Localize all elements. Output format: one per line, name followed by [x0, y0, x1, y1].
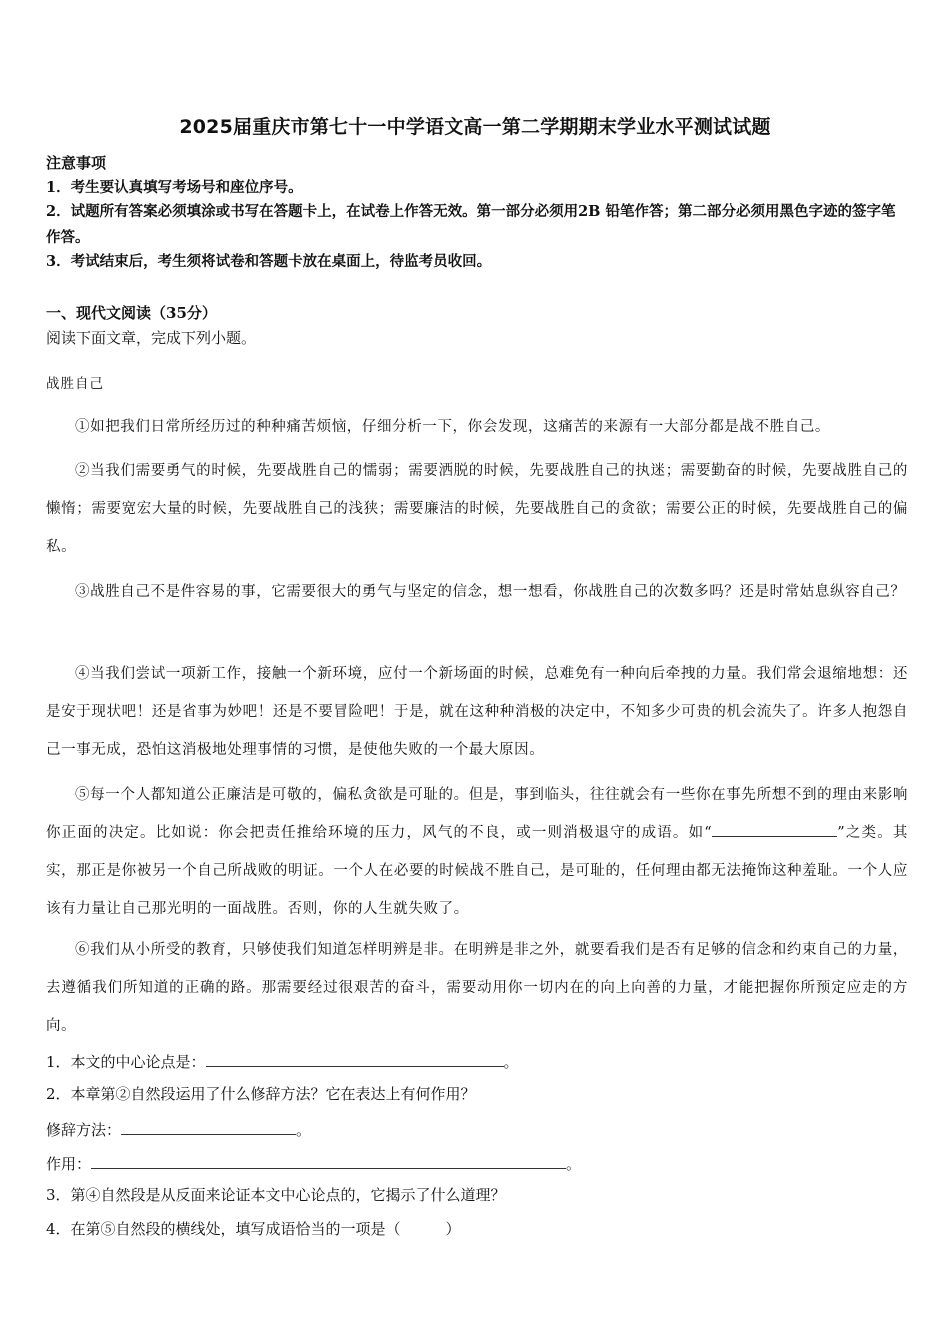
- notice-heading: 注意事项: [46, 154, 107, 172]
- question-end: 。: [503, 1053, 519, 1071]
- article-paragraph: ③战胜自己不是件容易的事，它需要很大的勇气与坚定的信念，想一想看，你战胜自己的次数多吗？还是时常姑息纵容自己？: [75, 584, 906, 600]
- question-2-answer-a: [46, 1118, 311, 1141]
- answer-end: 。: [566, 1155, 582, 1173]
- question-2-answer-b: [46, 1152, 581, 1175]
- article-paragraph: ②当我们需要勇气的时候，先要战胜自己的懦弱；需要洒脱的时候，先要战胜自己的执迷；需要勤奋的时候，先要战胜自己的懒惰；需要宽宏大量的时候，先要战胜自己的浅狭；需要廉洁的时候，先要战胜自己的贪欲；需要公正的时候，先要战胜自己的偏私。: [46, 463, 908, 555]
- answer-blank[interactable]: [712, 820, 837, 837]
- answer-end: 。: [296, 1121, 312, 1139]
- answer-blank[interactable]: [91, 1152, 566, 1169]
- article-paragraph-5: [46, 776, 908, 928]
- notice-item: 3．考试结束后，考生须将试卷和答题卡放在桌面上，待监考员收回。: [46, 253, 492, 270]
- answer-label: 修辞方法：: [46, 1121, 122, 1139]
- page-title: 2025届重庆市第七十一中学语文高一第二学期期末学业水平测试试题: [179, 116, 771, 138]
- question-2: 2．本章第②自然段运用了什么修辞方法？它在表达上有何作用？: [46, 1085, 476, 1103]
- notice-item: 2．试题所有答案必须填涂或书写在答题卡上，在试卷上作答无效。第一部分必须用2B 铅笔作答；第二部分必须用黑色字迹的签字笔作答。: [46, 203, 896, 246]
- question-1: [46, 1050, 519, 1073]
- notice-item: 1．考生要认真填写考场号和座位序号。: [46, 179, 303, 196]
- article-title: 战胜自己: [46, 376, 104, 392]
- section-instruction: 阅读下面文章，完成下列小题。: [46, 329, 257, 347]
- answer-blank[interactable]: [206, 1050, 504, 1067]
- section-heading: 一、现代文阅读（35分）: [46, 304, 217, 322]
- question-text: 1．本文的中心论点是：: [46, 1053, 206, 1071]
- answer-label: 作用：: [46, 1155, 92, 1173]
- article-paragraph: ④当我们尝试一项新工作，接触一个新环境，应付一个新场面的时候，总难免有一种向后牵拽的力量。我们常会退缩地想：还是安于现状吧！还是省事为妙吧！还是不要冒险吧！于是，就在这种种消极的决定中，不知多少可贵的机会流失了。许多人抱怨自己一事无成，恐怕这消极地处理事情的习惯，是使他失败的一个最大原因。: [46, 666, 908, 758]
- article-paragraph: ①如把我们日常所经历过的种种痛苦烦恼，仔细分析一下，你会发现，这痛苦的来源有一大部分都是战不胜自己。: [75, 419, 830, 435]
- paragraph-text: ⑤每一个人都知道公正廉洁是可敬的，偏私贪欲是可耻的。但是，事到临头，往往就会有一些你在事先所想不到的理由来影响你正面的决定。比如说：你会把责任推给环境的压力，风气的不良，或一则消极退守的成语。如“: [46, 787, 908, 841]
- question-3: 3．第④自然段是从反面来论证本文中心论点的，它揭示了什么道理？: [46, 1186, 506, 1204]
- paragraph-text: ”之类。其实，那正是你被另一个自己所战败的明证。一个人在必要的时候战不胜自己，是可耻的，任何理由都无法掩饰这种羞耻。一个人应该有力量让自己那光明的一面战胜。否则，你的人生就失败了。: [46, 825, 908, 917]
- answer-blank[interactable]: [121, 1118, 296, 1135]
- article-paragraph: ⑥我们从小所受的教育，只够使我们知道怎样明辨是非。在明辨是非之外，就要看我们是否有足够的信念和约束自己的力量，去遵循我们所知道的正确的路。那需要经过很艰苦的奋斗，需要动用你一切内在的向上向善的力量，才能把握你所预定应走的方向。: [46, 942, 908, 1034]
- question-4: 4．在第⑤自然段的横线处，填写成语恰当的一项是（ ）: [46, 1220, 461, 1238]
